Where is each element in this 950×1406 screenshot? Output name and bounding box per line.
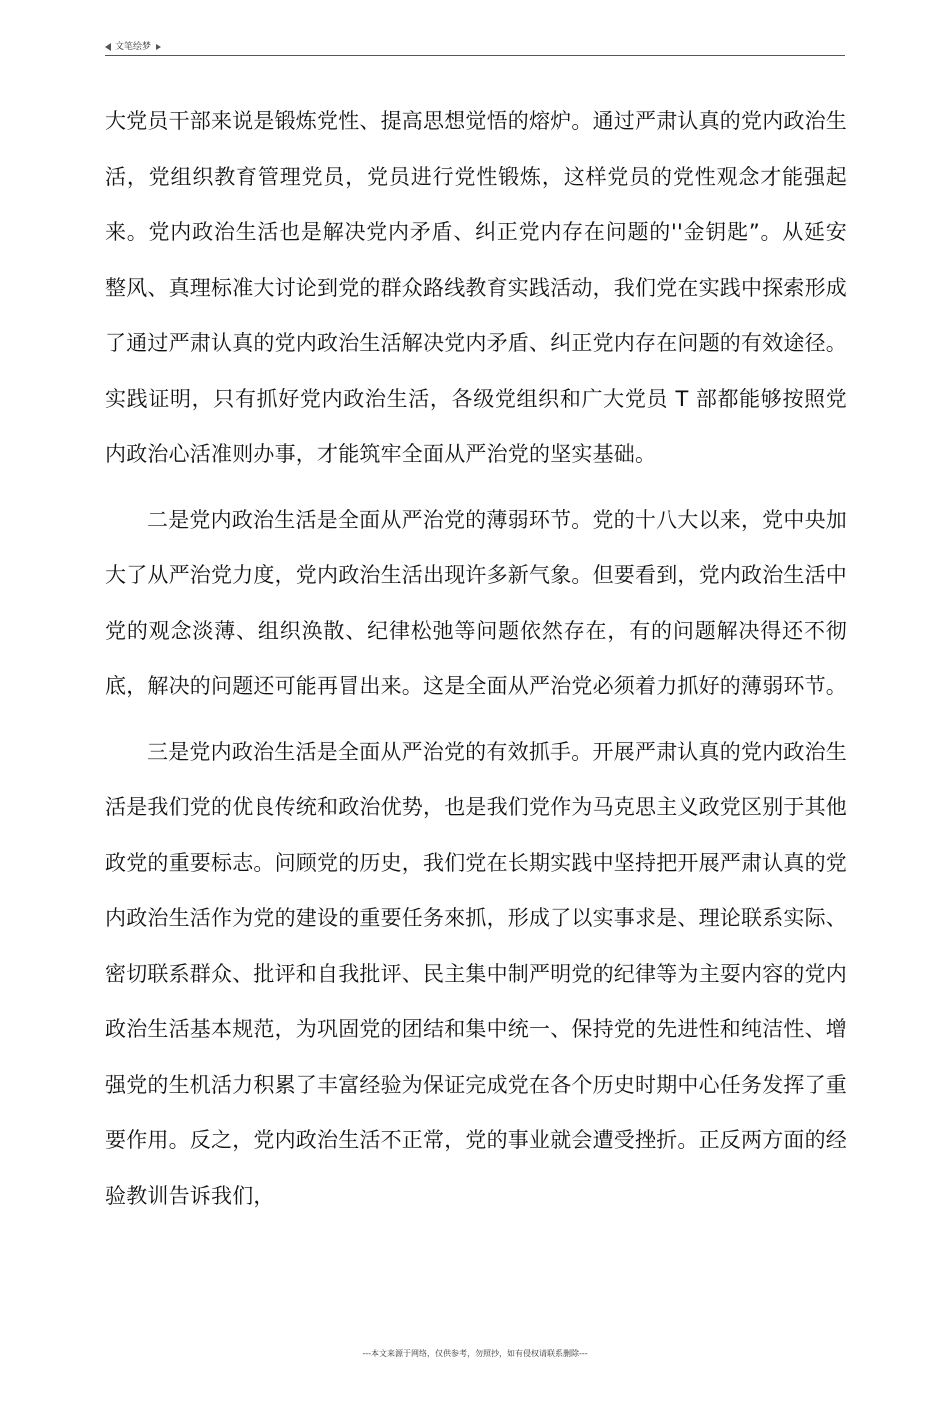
header-brand <box>105 40 161 54</box>
header-brand-text: 文笔绘梦 <box>115 42 152 52</box>
paragraph-1: 大党员干部来说是锻炼党性、提高思想觉悟的熔炉。通过严肃认真的党内政治生活，党组织教育管理党员，党员进行党性锻炼，这样党员的党性观念才能强起来。党内政治生活也是解决党内矛盾、纠正党内存在问题的''金钥匙”。从延安整风、真理标准大讨论到党的群众路线教育实践活动，我们党在实践中探索形成了通过严肃认真的党内政治生活解决党内矛盾、纠正党内存在问题的有效途径。实践证明，只有抓好党内政治生活，各级党组织和广大党员 T 部都能够按照党内政治心活准则办事，才能筑牢全面从严治党的坚实基础。 <box>105 109 847 466</box>
document-body <box>105 94 847 1224</box>
triangle-left-icon <box>105 43 111 51</box>
paragraph-2: 二是党内政治生活是全面从严治党的薄弱环节。党的十八大以来，党中央加大了从严治党力度，党内政治生活出现许多新气象。但要看到，党内政治生活中党的观念淡薄、组织涣散、纪律松弛等问题依然存在，有的问题解决得还不彻底，解决的问题还可能再冒出来。这是全面从严治党必须着力抓好的薄弱环节。 <box>105 507 847 698</box>
page-header <box>105 40 845 54</box>
triangle-right-icon <box>156 44 161 50</box>
header-divider <box>105 55 845 56</box>
paragraph-3: 三是党内政治生活是全面从严治党的有效抓手。开展严肃认真的党内政治生活是我们党的优良传统和政治优势，也是我们党作为马克思主义政党区别于其他政党的重要标志。问顾党的历史，我们党在长期实践中坚持把开展严肃认真的党内政治生活作为党的建设的重要任务來抓，形成了以实事求是、理论联系实际、密切联系群众、批评和自我批评、民主集中制严明党的纪律等为主耍内容的党内政治生活基本规范，为巩固党的团结和集中统一、保持党的先进性和纯洁性、增强党的生机活力积累了丰富经验为保证完成党在各个历史时期中心任务发挥了重要作用。反之，党内政治生活不正常，党的事业就会遭受挫折。正反两方面的经验教训告诉我们， <box>105 739 847 1208</box>
page-footer: ---本文来源于网络，仅供参考，勿照抄，如有侵权请联系删除--- <box>362 1349 588 1358</box>
